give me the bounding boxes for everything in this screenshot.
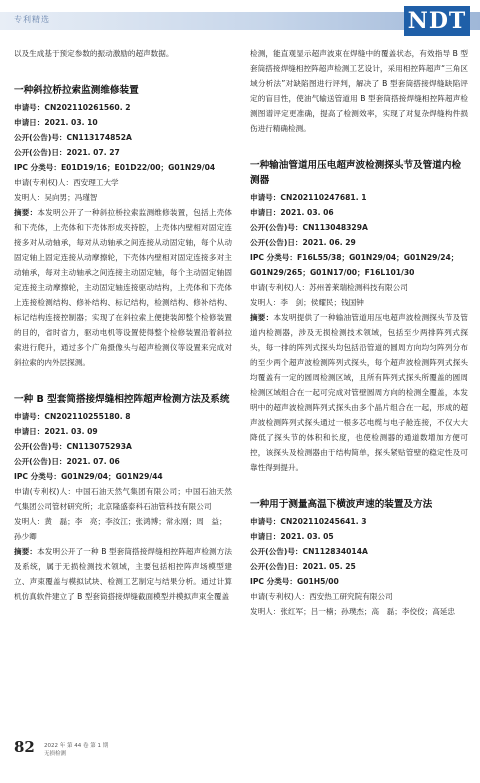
applicant: 申请(专利权)人：西安热工研究院有限公司 xyxy=(250,592,393,601)
publication-number: 公开(公告)号：CN113048329A xyxy=(250,223,368,232)
application-number: 申请号：CN202110261560. 2 xyxy=(14,103,131,112)
journal-logo: NDT xyxy=(404,6,470,36)
journal-name: 无损检测 xyxy=(44,751,67,757)
applicant: 申请(专利权)人：中国石油天然气集团有限公司；中国石油天然气集团公司管材研究所；北京隆盛泰科石油管科技有限公司 xyxy=(14,487,232,511)
abstract-text: 本发明公开了一种 B 型套筒搭接焊缝相控阵超声检测方法及系统，属于无损检测技术领域，主要包括相控阵声场模型建立、声束覆盖与模拟试块、检测工艺制定与结果分析。通过计算机仿真软件建立了 B 型套筒搭接焊缝截面模型并模拟声束全覆盖 xyxy=(14,547,233,601)
abstract-label: 摘要： xyxy=(14,547,38,556)
ipc-class: IPC 分类号：G01H5/00 xyxy=(250,577,339,586)
publication-date: 公开(公告)日：2021. 07. 27 xyxy=(14,148,120,157)
ipc-class: IPC 分类号：G01N29/04；G01N29/44 xyxy=(14,472,163,481)
abstract-label: 摘要： xyxy=(250,313,274,322)
publication-number: 公开(公告)号：CN113174852A xyxy=(14,133,132,142)
footer-info xyxy=(44,742,164,758)
page-number: 82 xyxy=(14,738,35,756)
inventors: 发明人：吴向男；冯瑾智 xyxy=(14,193,98,202)
application-date: 申请日：2021. 03. 10 xyxy=(14,118,98,127)
inventors: 发明人：黄 磊；李 亮；李汝江；张鸿博；常永刚；周 益；孙少卿 xyxy=(14,517,227,541)
right-column xyxy=(250,46,468,619)
application-date: 申请日：2021. 03. 09 xyxy=(14,427,98,436)
applicant: 申请(专利权)人：苏州普莱瑞检测科技有限公司 xyxy=(250,283,408,292)
patent-title: 一种斜拉桥拉索监测维修装置 xyxy=(14,85,139,96)
application-date: 申请日：2021. 03. 05 xyxy=(250,532,334,541)
application-number: 申请号：CN202110247681. 1 xyxy=(250,193,367,202)
patent-entry xyxy=(14,392,232,604)
inventors: 发明人：李 剑；侯耀民；钱国钟 xyxy=(250,298,364,307)
page-header xyxy=(0,0,480,40)
ipc-class: IPC 分类号：F16L55/38；G01N29/04；G01N29/24；G01N29/265；G01N17/00；F16L101/30 xyxy=(250,253,459,277)
publication-date: 公开(公告)日：2021. 06. 29 xyxy=(250,238,356,247)
patent-title: 一种 B 型套筒搭接焊缝相控阵超声检测方法及系统 xyxy=(14,394,230,405)
abstract xyxy=(250,310,468,475)
abstract-text: 本发明公开了一种斜拉桥拉索监测维修装置，包括上壳体和下壳体，上壳体和下壳体形成夹持腔，上壳体内壁相对固定连接多对从动轴承，每对从动轴承之间连接从动固定轴，每个从动固定轴上固定连接从动摩擦轮，下壳体内壁相对固定连接多对主动轴承，每对主动轴承之间连接主动固定轴，每个主动固定轴固定连接主动摩擦轮，主动固定轴连接驱动结构，上壳体和下壳体上连接检测结构、修补结构、标记结构，检测结构、修补结构、标记结构连接控制器；实现了在斜拉索上便捷装卸整个检修装置的目的，省时省力，驱动电机等设置使得整个检修装置沿着斜拉索进行爬升，通过多个广角摄像头与超声检测仪等设置来完成对斜拉索的内外层探测。 xyxy=(14,208,233,367)
continued-text: 以及生成基于预定参数的振动激励的超声数据。 xyxy=(14,49,174,58)
publication-date: 公开(公告)日：2021. 05. 25 xyxy=(250,562,356,571)
application-date: 申请日：2021. 03. 06 xyxy=(250,208,334,217)
continued-text: 检测，能直观显示超声波束在焊缝中的覆盖状态，有效指导 B 型套筒搭接焊缝相控阵超声检测工艺设计，采用相控阵超声“三角区域分析法”对缺陷图进行评判，解决了 B 型套筒搭接焊缝缺陷评定的盲目性，使油气输送管道用 B 型套筒搭接焊缝相控阵超声检测图谱评定更准确，提高了检测效率，实现了对复杂焊缝构件损伤进行精确检测。 xyxy=(250,49,468,133)
abstract-text: 本发明提供了一种输油管道用压电超声波检测探头节及管道内检测器，涉及无损检测技术领域，包括至少两排阵列式探头，每一排的阵列式探头均包括沿管道的圆周方向均匀阵列分布的至少两个超声波检测阵列式探头，每个超声波检测阵列式探头均覆盖有一定的圆周检测区域，且所有阵列式探头所覆盖的圆周检测区域组合在一起可完成对管壁圆周方向的检测全覆盖，本发明中的超声波检测阵列式探头由多个晶片组合在一起，形成的超声波检测阵列式探头通过一根多芯电缆与电子舱连接，不仅大大降低了探头节的体积和长度，也使检测器的通道数增加方便可控，该探头及检测器由于结构简单，探头紧贴管壁的稳定性及可靠性得到提升。 xyxy=(250,313,469,472)
ipc-class: IPC 分类号：E01D19/16；E01D22/00；G01N29/04 xyxy=(14,163,216,172)
publication-number: 公开(公告)号：CN113075293A xyxy=(14,442,132,451)
application-number: 申请号：CN202110245641. 3 xyxy=(250,517,367,526)
patent-entry xyxy=(250,497,468,619)
abstract-label: 摘要： xyxy=(14,208,38,217)
inventors: 发明人：张红军；吕一楠；孙璞杰；高 磊；李佼佼；高延忠 xyxy=(250,607,456,616)
publication-date: 公开(公告)日：2021. 07. 06 xyxy=(14,457,120,466)
patent-title: 一种用于测量高温下横波声速的装置及方法 xyxy=(250,499,433,510)
patent-title: 一种输油管道用压电超声波检测探头节及管道内检测器 xyxy=(250,160,462,186)
patent-entry xyxy=(14,83,232,370)
abstract xyxy=(14,544,232,604)
abstract xyxy=(14,205,232,370)
applicant: 申请(专利权)人：西安理工大学 xyxy=(14,178,119,187)
section-label: 专利精选 xyxy=(14,15,50,24)
left-column xyxy=(14,46,232,604)
issue-info: 2022 年 第 44 卷 第 1 期 xyxy=(44,743,109,749)
application-number: 申请号：CN202110255180. 8 xyxy=(14,412,131,421)
patent-entry xyxy=(250,158,468,475)
publication-number: 公开(公告)号：CN112834014A xyxy=(250,547,368,556)
